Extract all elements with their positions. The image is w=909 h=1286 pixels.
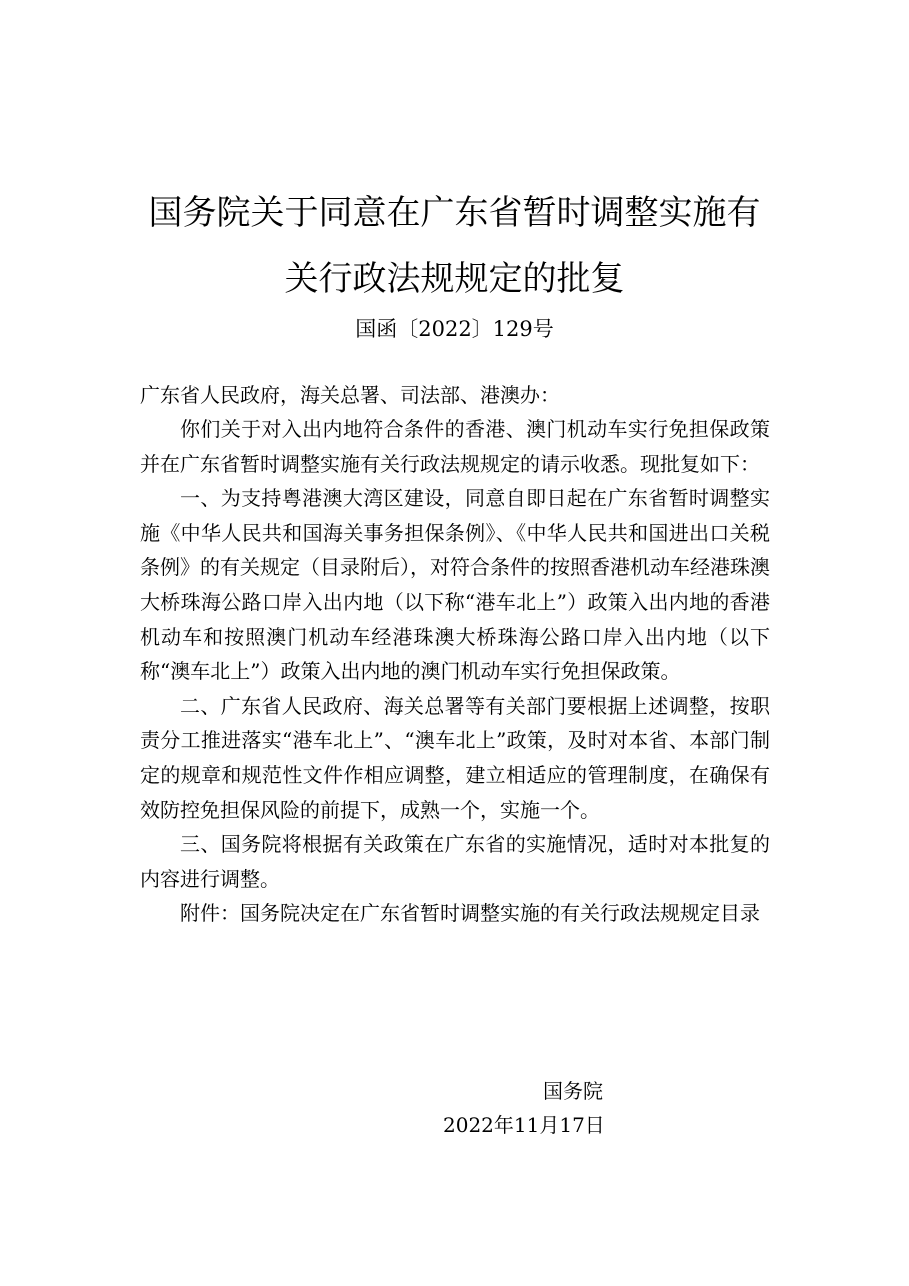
document-title-line-2: 关行政法规规定的批复 (284, 259, 625, 299)
signature-date: 2022年11月17日 (443, 1113, 605, 1137)
addressee: 广东省人民政府，海关总署、司法部、港澳办： (140, 383, 560, 407)
paragraph-item-two: 二、广东省人民政府、海关总署等有关部门要根据上述调整，按职责分工推进落实“港车北上”、“澳车北上”政策，及时对本省、本部门制定的规章和规范性文件作相应调整，建立相适应的管理制度，在确保有效防控免担保风险的前提下，成熟一个，实施一个。 (140, 693, 770, 822)
paragraph-attachment: 附件：国务院决定在广东省暂时调整实施的有关行政法规规定目录 (180, 901, 760, 926)
document-body (140, 412, 770, 931)
document-number: 国函〔2022〕129号 (355, 317, 554, 341)
signature-organization: 国务院 (543, 1079, 603, 1103)
paragraph-item-one: 一、为支持粤港澳大湾区建设，同意自即日起在广东省暂时调整实施《中华人民共和国海关事务担保条例》、《中华人民共和国进出口关税条例》的有关规定（目录附后），对符合条件的按照香港机动车经港珠澳大桥珠海公路口岸入出内地（以下称“港车北上”）政策入出内地的香港机动车和按照澳门机动车经港珠澳大桥珠海公路口岸入出内地（以下称“澳车北上”）政策入出内地的澳门机动车实行免担保政策。 (140, 486, 770, 684)
document-title-line-1: 国务院关于同意在广东省暂时调整实施有 (148, 193, 761, 233)
paragraph-item-three: 三、国务院将根据有关政策在广东省的实施情况，适时对本批复的内容进行调整。 (140, 832, 770, 891)
paragraph-request-received: 你们关于对入出内地符合条件的香港、澳门机动车实行免担保政策并在广东省暂时调整实施有关行政法规规定的请示收悉。现批复如下： (140, 417, 770, 476)
